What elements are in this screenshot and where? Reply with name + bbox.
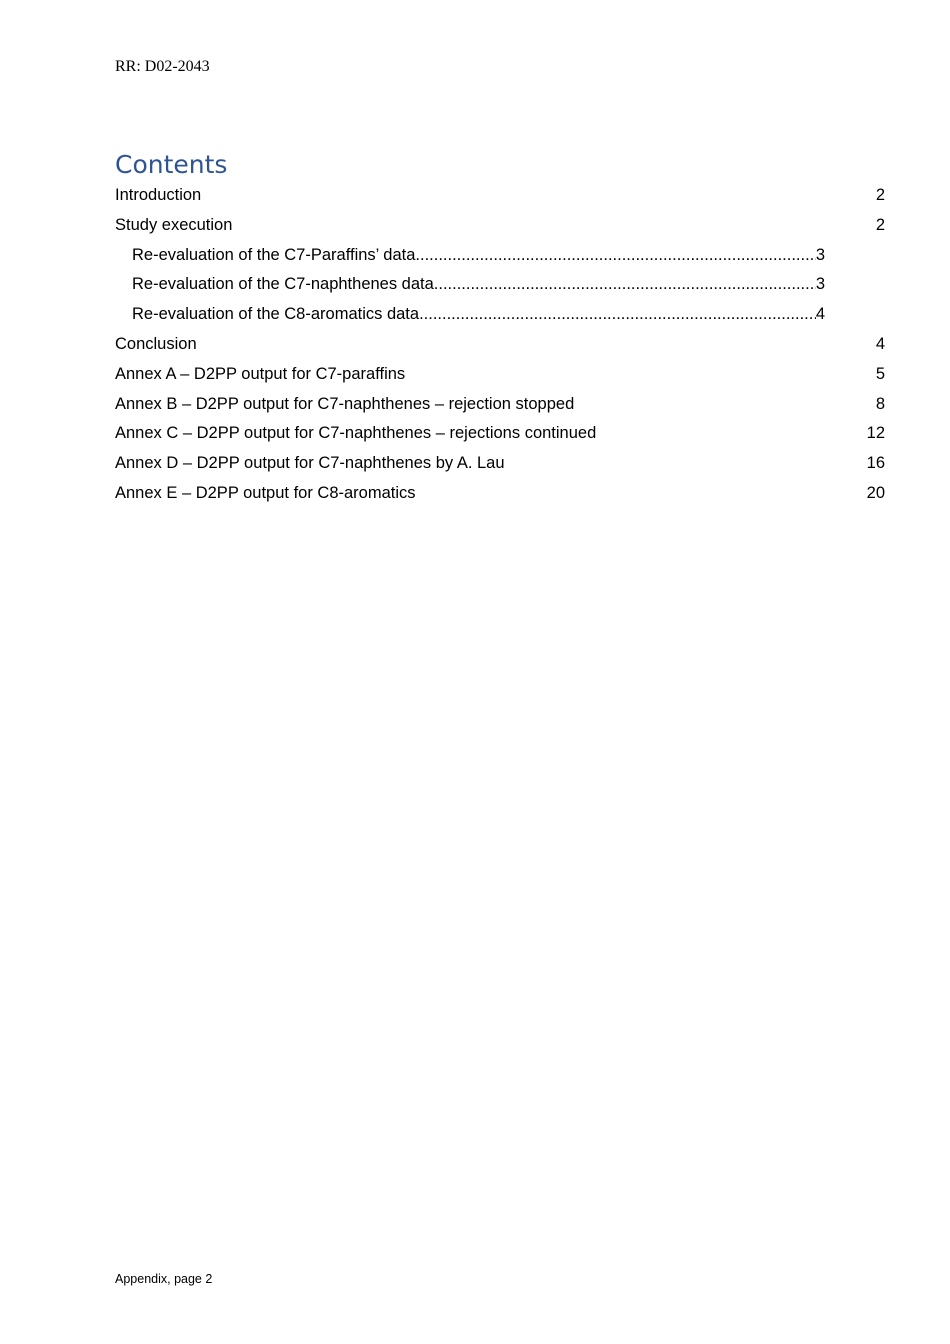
toc-entry-page: 2 [875,215,885,234]
toc-entry-page: 4 [815,305,825,324]
page-header-report-id: RR: D02-2043 [115,58,210,75]
toc-entry-c8-aromatics[interactable] [115,300,885,330]
toc-entry-annex-b[interactable] [115,390,885,420]
toc-entry-title: Annex B – D2PP output for C7-naphthenes – rejection stopped [115,394,575,413]
toc-entry-title: Introduction [115,186,202,204]
toc-entry-title: Study execution [115,215,233,234]
toc-entry-title: Annex D – D2PP output for C7-naphthenes by A. Lau [115,454,505,473]
toc-entry-annex-e[interactable] [115,479,885,509]
toc-entry-title: Annex C – D2PP output for C7-naphthenes – rejections continued [115,424,597,443]
toc-entry-title: Annex E – D2PP output for C8-aromatics [115,483,416,502]
toc-entry-page: 5 [875,364,885,383]
table-of-contents [115,181,885,509]
toc-entry-page: 8 [875,394,885,413]
toc-dot-leader [434,270,816,300]
toc-entry-page: 2 [875,186,885,204]
toc-entry-introduction[interactable] [115,181,885,211]
toc-entry-study-execution[interactable] [115,211,885,241]
toc-entry-page: 16 [866,454,885,473]
toc-entry-conclusion[interactable] [115,330,885,360]
toc-entry-annex-a[interactable] [115,360,885,390]
toc-entry-title: Re-evaluation of the C7-naphthenes data [132,275,434,294]
toc-entry-page: 12 [866,424,885,443]
toc-dot-leader [419,300,816,330]
toc-entry-c7-naphthenes[interactable] [115,270,885,300]
toc-entry-annex-d[interactable] [115,449,885,479]
toc-dot-leader [415,241,815,271]
toc-title: Contents [115,150,228,179]
toc-entry-title: Annex A – D2PP output for C7-paraffins [115,364,406,383]
toc-entry-page: 3 [815,245,825,264]
page-footer: Appendix, page 2 [115,1272,213,1286]
toc-entry-annex-c[interactable] [115,419,885,449]
toc-entry-title: Re-evaluation of the C8-aromatics data [132,305,420,324]
toc-entry-title: Re-evaluation of the C7-Paraffins’ data [132,245,416,264]
toc-entry-c7-paraffins[interactable] [115,241,885,271]
toc-entry-title: Conclusion [115,334,197,353]
toc-entry-page: 4 [875,334,885,353]
toc-entry-page: 20 [866,483,885,502]
toc-entry-page: 3 [815,275,825,294]
